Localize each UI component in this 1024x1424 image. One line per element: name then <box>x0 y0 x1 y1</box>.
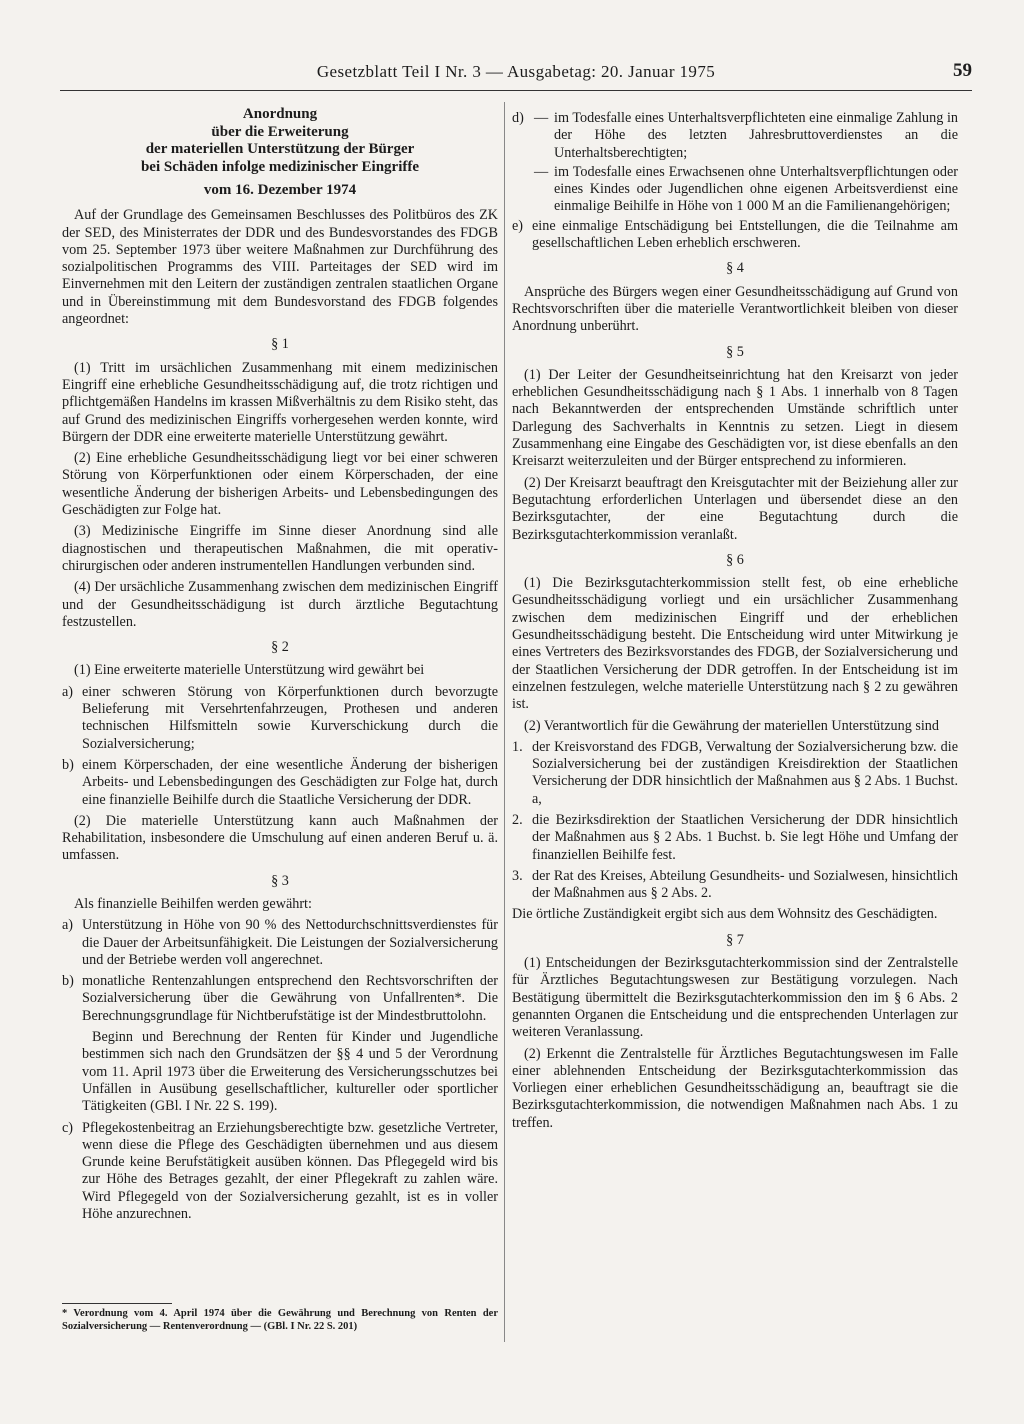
list-item <box>62 917 498 969</box>
list-text: einem Körperschaden, der eine wesentliche Änderung der bisherigen Arbeits- und Lebensbedingungen des Geschädigten zur Folge hat, durch eine finanzielle Beihilfe durch die Staatliche Versicherung der DDR. <box>82 756 498 808</box>
list-item <box>62 973 498 1025</box>
list-item <box>512 110 958 162</box>
paragraph: (2) Die materielle Unterstützung kann auch Maßnahmen der Rehabilitation, insbesondere die Umschulung auf einen anderen Beruf u. ä. umfassen. <box>62 812 498 864</box>
paragraph: (1) Tritt im ursächlichen Zusammenhang mit einem medizinischen Eingriff eine erhebliche Gesundheitsschädigung auf, die trotz richtigen und pflichtgemäßen Handelns im krassen Mißverhältnis zu dem Risiko steht, das auf Grund des medizinischen Eingriffs vorhergesehen werden konnte, wird Bürgern der DDR eine erweiterte materielle Unterstützung gewährt. <box>62 359 498 445</box>
document-date: vom 16. Dezember 1974 <box>203 182 357 198</box>
title-line: Anordnung <box>242 106 318 122</box>
list-item <box>512 812 958 864</box>
dash-marker: — <box>534 163 549 180</box>
list-text: einer schweren Störung von Körperfunktionen durch bevorzugte Belieferung mit Versehrtenfahrzeugen, Prothesen und anderen technischen Hilfsmitteln sowie Kurverschickung durch die Sozialversicherung; <box>82 683 498 752</box>
list-text: im Todesfalle eines Erwachsenen ohne Unterhaltsverpflichtungen oder eines Kindes oder Jugendlichen ohne eigenen Arbeitsverdienst eine einmalige Beihilfe in Höhe von 1 000 M an die Familienangehörigen; <box>554 163 958 215</box>
footnote: * Verordnung vom 4. April 1974 über die Gewährung und Berechnung von Renten der Sozialversicherung — Rentenverordnung — (GBl. I Nr. 22 S. 201) <box>62 1308 498 1332</box>
list-marker: 3. <box>512 867 523 884</box>
section-heading: § 6 <box>726 551 744 568</box>
list-marker: 2. <box>512 811 523 828</box>
paragraph: (2) Verantwortlich für die Gewährung der materiellen Unterstützung sind <box>524 717 939 734</box>
header-title: Gesetzblatt Teil I Nr. 3 — Ausgabetag: 20. Januar 1975 <box>316 62 716 81</box>
title-line: der materiellen Unterstützung der Bürger <box>145 141 415 157</box>
list-marker: d) <box>512 110 524 126</box>
right-column <box>512 110 958 1136</box>
list-marker: c) <box>62 1119 74 1136</box>
list-item <box>512 164 958 216</box>
dash-marker: — <box>534 110 549 126</box>
section-heading: § 4 <box>726 260 744 277</box>
title-line: über die Erweiterung <box>211 123 349 140</box>
list-item <box>62 684 498 753</box>
list-text: die Bezirksdirektion der Staatlichen Versicherung der DDR hinsichtlich der Maßnahmen aus § 2 Abs. 1 Buchst. b. Sie legt Höhe und Umfang der finanziellen Beihilfe fest. <box>532 811 958 863</box>
list-text: monatliche Rentenzahlungen entsprechend den Rechtsvorschriften der Sozialversicherung über die Gewährung von Unfallrenten*. Die Berechnungsgrundlage für Nichtberufstätige ist der Mindestbruttolohn. <box>82 973 498 1024</box>
footnote-rule <box>62 1303 172 1304</box>
list-item <box>512 868 958 903</box>
paragraph: (4) Der ursächliche Zusammenhang zwischen dem medizinischen Eingriff und der Gesundheitsschädigung ist durch ärztliche Begutachtung festzustellen. <box>62 579 498 630</box>
list-marker: b) <box>62 973 74 990</box>
paragraph: Die örtliche Zuständigkeit ergibt sich aus dem Wohnsitz des Geschädigten. <box>512 906 938 923</box>
paragraph: (1) Der Leiter der Gesundheitseinrichtung hat den Kreisarzt von jeder erheblichen Gesundheitsschädigung nach § 1 Abs. 1 innerhalb von 8 Tagen nach Bekanntwerden der entsprechenden Umstände schriftlich unter Darlegung des Sachverhalts in Kenntnis zu setzen. Liegt in diesem Zusammenhang eine Eingabe des Geschädigten vor, ist diese ebenfalls an den Kreisarzt weiterzuleiten und der Bürger entsprechend zu informieren. <box>512 366 958 470</box>
list-item <box>512 739 958 808</box>
section-heading: § 1 <box>271 336 289 353</box>
list-text: im Todesfalle eines Unterhaltsverpflichteten eine einmalige Zahlung in der Höhe des letzten Jahresbruttoverdienstes an die Unterhaltsberechtigten; <box>554 110 958 161</box>
column-divider <box>504 102 505 1342</box>
page-number: 59 <box>953 60 972 81</box>
list-item <box>512 218 958 253</box>
paragraph: (2) Eine erhebliche Gesundheitsschädigung liegt vor bei einer schweren Störung von Körperfunktionen oder einem Körperschaden, der eine wesentliche Änderung der bisherigen Arbeits- und Lebensbedingungen des Geschädigten zur Folge hat. <box>62 450 498 519</box>
list-marker: a) <box>62 917 74 934</box>
list-text: der Rat des Kreises, Abteilung Gesundheits- und Sozialwesen, hinsichtlich der Maßnahmen aus § 2 Abs. 2. <box>532 867 958 902</box>
paragraph: Beginn und Berechnung der Renten für Kinder und Jugendliche bestimmen sich nach den Grundsätzen der §§ 4 und 5 der Verordnung vom 11. April 1973 über die Erweiterung des Versicherungsschutzes bei Unfällen in Ausübung gesellschaftlicher, kultureller oder sportlicher Tätigkeiten (GBl. I Nr. 22 S. 199). <box>82 1029 498 1115</box>
section-heading: § 3 <box>271 872 289 889</box>
list-marker: a) <box>62 683 74 700</box>
paragraph: Ansprüche des Bürgers wegen einer Gesundheitsschädigung auf Grund von Rechtsvorschriften über die materielle Verantwortlichkeit bleiben von dieser Anordnung unberührt. <box>512 283 958 335</box>
section-heading: § 5 <box>726 343 744 360</box>
list-text: der Kreisvorstand des FDGB, Verwaltung der Sozialversicherung bzw. die Sozialversicherung bei der zuständigen Kreisdirektion der Staatlichen Versicherung der DDR hinsichtlich der Maßnahmen aus § 2 Abs. 1 Buchst. a, <box>532 738 958 807</box>
title-line: bei Schäden infolge medizinischer Eingriffe <box>140 158 420 175</box>
page-header <box>60 62 972 91</box>
paragraph: (2) Der Kreisarzt beauftragt den Kreisgutachter mit der Beiziehung aller zur Begutachtung erforderlichen Unterlagen und übersendet diese an den Bezirksgutachter, der eine Begutachtung durch die Bezirksgutachterkommission veranlaßt. <box>512 474 958 543</box>
paragraph: (1) Entscheidungen der Bezirksgutachterkommission sind der Zentralstelle für Ärztliches Begutachtungswesen zur Bestätigung vorzulegen. Nach Bestätigung übermittelt die Bezirksgutachterkommission den im § 6 Abs. 2 genannten Organen die Entscheidung und die entsprechenden Unterlagen zur weiteren Veranlassung. <box>512 955 958 1041</box>
paragraph: (3) Medizinische Eingriffe im Sinne dieser Anordnung sind alle diagnostischen und therapeutischen Maßnahmen, die mit operativ-chirurgischen oder anderen instrumentellen Handlungen verbunden sind. <box>62 523 498 574</box>
list-marker: e) <box>512 217 524 234</box>
document-title <box>62 106 498 176</box>
paragraph: (1) Die Bezirksgutachterkommission stellt fest, ob eine erhebliche Gesundheitsschädigung vorliegt und ein ursächlicher Zusammenhang zwischen dem medizinischen Eingriff und der erheblichen Gesundheitsschädigung besteht. Die Entscheidung wird unter Mitwirkung je eines Vertreters des Bezirksvorstandes des FDGB, der Sozialversicherung und der Staatlichen Versicherung der DDR getroffen. In der Entscheidung ist im einzelnen festzulegen, welche materielle Unterstützung nach § 2 zu gewähren ist. <box>512 575 958 713</box>
list-text: eine einmalige Entschädigung bei Entstellungen, die die Teilnahme am gesellschaftlichen Leben erheblich erschweren. <box>532 217 958 252</box>
list-marker: 1. <box>512 738 523 755</box>
list-item <box>62 757 498 809</box>
paragraph: (2) Erkennt die Zentralstelle für Ärztliches Begutachtungswesen im Falle einer ablehnenden Entscheidung der Bezirksgutachterkommission das Vorliegen einer erheblichen Gesundheitsschädigung an, beauftragt sie die Bezirksgutachterkommission, die notwendigen Maßnahmen nach Abs. 1 zu treffen. <box>512 1045 958 1131</box>
paragraph: (1) Eine erweiterte materielle Unterstützung wird gewährt bei <box>74 662 425 679</box>
list-marker: b) <box>62 756 74 773</box>
section-heading: § 2 <box>271 639 289 656</box>
list-text: Pflegekostenbeitrag an Erziehungsberechtigte bzw. gesetzliche Vertreter, wenn diese die Pflege des Geschädigten übernehmen und aus diesem Grunde keine Berufstätigkeit ausüben können. Das Pflegegeld wird bis zur Höhe des Betrages gezahlt, der einer Pflegekraft zu zahlen wäre. Wird Pflegegeld von der Sozialversicherung gezahlt, ist es in voller Höhe anzurechnen. <box>82 1119 498 1223</box>
list-item <box>62 1120 498 1224</box>
preamble: Auf der Grundlage des Gemeinsamen Beschlusses des Politbüros des ZK der SED, des Ministerrates der DDR und des Bundesvorstandes des FDGB vom 25. September 1973 über weitere Maßnahmen zur Durchführung des sozialpolitischen Programms des VIII. Parteitages der SED wird im Einvernehmen mit den Leitern der zuständigen zentralen staatlichen Organe und in Übereinstimmung mit dem Bundesvorstand des FDGB folgendes angeordnet: <box>62 207 498 328</box>
paragraph: Als finanzielle Beihilfen werden gewährt: <box>74 895 312 912</box>
list-text: Unterstützung in Höhe von 90 % des Nettodurchschnittsverdienstes für die Dauer der Arbeitsunfähigkeit. Die Leistungen der Sozialversicherung und der Betriebe werden voll angerechnet. <box>82 917 498 968</box>
left-column <box>62 106 498 1223</box>
section-heading: § 7 <box>726 931 744 948</box>
